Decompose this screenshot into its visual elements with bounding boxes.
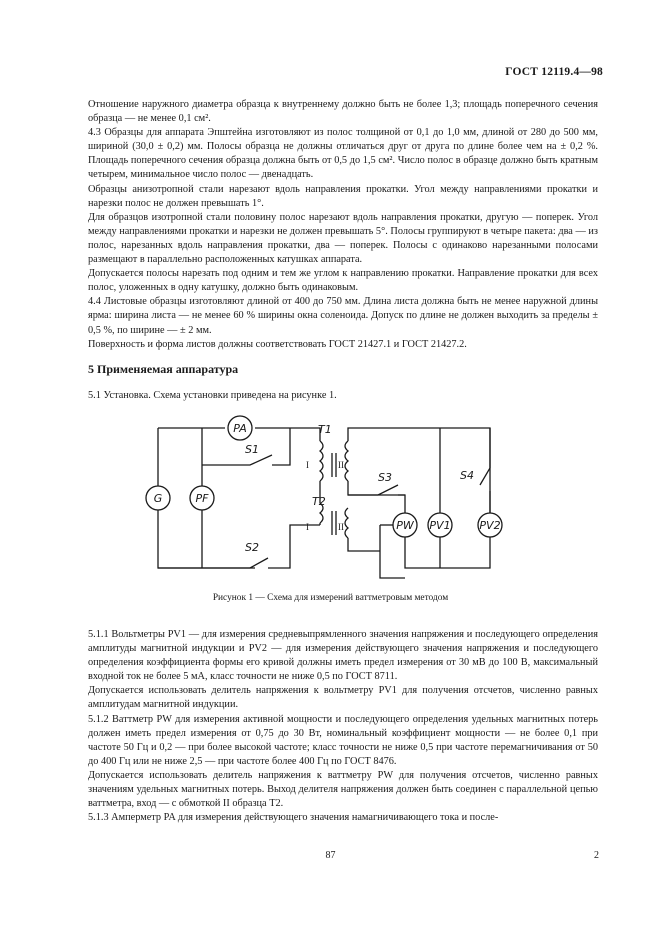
label-roman2a: II <box>338 460 344 470</box>
wire <box>268 525 320 568</box>
wire <box>272 428 290 465</box>
wire <box>348 538 380 551</box>
label-pw: PW <box>396 519 414 532</box>
transformer-t1-coil <box>320 441 323 481</box>
paragraph: Для образцов изотропной стали половину полос нарезают вдоль направления прокатки, другую — поперек. Угол между направлениями прокатки и нарезки не должен превышать 5°. Полосы группируют в четыре пакета: два — из полос, нарезанных вдоль направления прокатки, два — поперек. Полосы с одинаково нарезанными полосами размещают в параллельно расположенных катушках аппарата. <box>88 211 598 266</box>
sheet-number: 2 <box>594 850 599 861</box>
document-header: ГОСТ 12119.4—98 <box>505 66 603 78</box>
section-title: 5 Применяемая аппаратура <box>88 362 239 376</box>
paragraph: Отношение наружного диаметра образца к внутреннему должно быть не более 1,3; площадь поперечного сечения образца — не менее 0,1 см². <box>88 99 598 125</box>
paragraph: 5.1.1 Вольтметры PV1 — для измерения средневыпрямленного значения напряжения и последующего определения амплитуды магнитной индукции и PV2 — для измерения действующего значения напряжения и последующего определения коэффициента формы его кривой должны иметь предел измерения от 30 мВ до 100 В, максимальный входной ток не более 5 мА, класс точности не ниже 0,5 по ГОСТ 8711. <box>88 629 598 683</box>
paragraph: Образцы анизотропной стали нарезают вдоль направления прокатки. Угол между направлениями прокатки и нарезки полос не должен превышать 1°. <box>88 183 598 209</box>
wire <box>398 495 405 513</box>
paragraph: Допускается использовать делитель напряжения к вольтметру PV1 для получения отсчетов, численно равных амплитудам магнитной индукции. <box>88 685 598 711</box>
label-pv2: PV2 <box>479 519 501 532</box>
paragraph: Допускается использовать делитель напряжения к ваттметру PW для получения отсчетов, численно равных значениям удельных магнитных потерь. Выход делителя напряжения должен быть соединен с параллельной цепью ваттметра, вход — с обмоткой II образца T2. <box>88 769 598 810</box>
paragraph-5-1: 5.1 Установка. Схема установки приведена на рисунке 1. <box>88 390 337 401</box>
label-g: G <box>153 492 163 505</box>
wire <box>348 485 398 495</box>
circuit-diagram <box>140 413 530 583</box>
label-s2: S2 <box>245 541 259 554</box>
label-pa: PA <box>233 422 247 435</box>
label-roman2b: II <box>338 522 344 532</box>
secondary-coil <box>345 508 348 538</box>
paragraph: 5.1.2 Ваттметр PW для измерения активной мощности и последующего определения удельных магнитных потерь должен иметь предел измерения от 0,75 до 30 Вт, номинальный коэффициент мощности — не более 0,1 при частоте 50 Гц и 0,2 — при более высокой частоте; класс точности не ниже 0,5 при частоте перемагничивания от 50 до 400 Гц или не ниже 2,5 — при частоте более 400 Гц по ГОСТ 8476. <box>88 713 598 767</box>
label-s3: S3 <box>378 471 392 484</box>
body-text-top <box>88 98 598 352</box>
wire <box>202 455 272 465</box>
secondary-coil <box>345 441 348 481</box>
figure-caption: Рисунок 1 — Схема для измерений ваттметровым методом <box>212 593 449 603</box>
label-pf: PF <box>195 492 209 505</box>
label-pv1: PV1 <box>429 519 451 532</box>
label-t1: T1 <box>318 423 332 436</box>
wire <box>158 558 268 568</box>
paragraph: 4.4 Листовые образцы изготовляют длиной от 400 до 750 мм. Длина листа должна быть не менее наружной длины ярма: ширина листа — не менее 60 % ширины окна соленоида. Допуск по длине не должен выходить за пределы ± 0,5 %, по ширине — ± 2 мм. <box>88 296 598 336</box>
paragraph: Поверхность и форма листов должны соответствовать ГОСТ 21427.1 и ГОСТ 21427.2. <box>88 338 467 350</box>
label-s1: S1 <box>245 443 259 456</box>
label-s4: S4 <box>460 469 474 482</box>
label-roman1a: I <box>306 460 309 470</box>
label-roman1b: I <box>306 522 309 532</box>
wire <box>405 537 490 568</box>
label-t2: T2 <box>312 495 326 508</box>
wire <box>255 428 320 441</box>
body-text-bottom <box>88 628 598 825</box>
wire <box>480 428 490 485</box>
page-number: 87 <box>325 850 336 861</box>
paragraph: Допускается полосы нарезать под одним и тем же углом к направлению прокатки. Направление прокатки для всех полос, уложенных в одну катушку, должно быть одинаковым. <box>88 268 598 294</box>
paragraph: 5.1.3 Амперметр PA для измерения действующего значения намагничивающего тока и после- <box>88 812 499 824</box>
wire <box>348 481 405 495</box>
paragraph: 4.3 Образцы для аппарата Эпштейна изготовляют из полос толщиной от 0,1 до 1,0 мм, длиной от 280 до 500 мм, шириной (30,0 ± 0,2) мм. Полосы образца не должны отличаться друг от друга по длине более чем на ± 0,2 %. Площадь поперечного сечения образца должна быть от 0,5 до 1,5 см². Число полос в образце должно быть кратным четырем, минимальное число полос — двенадцать. <box>88 127 598 181</box>
